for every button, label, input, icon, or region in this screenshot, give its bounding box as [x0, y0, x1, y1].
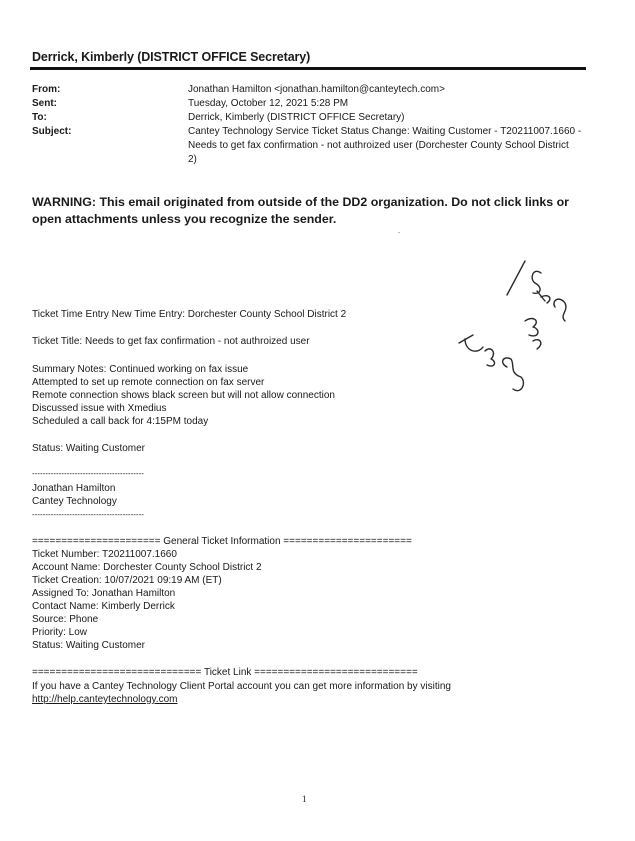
subject-line-3: 2): [188, 154, 197, 165]
general-info-heading: ====================== General Ticket Information ======================: [32, 536, 412, 547]
signature-rule: ------------------------------------------: [32, 510, 144, 519]
general-info-line: Ticket Creation: 10/07/2021 09:19 AM (ET): [32, 575, 222, 586]
warning-line-1: WARNING: This email originated from outside of the DD2 organization. Do not click links or: [32, 195, 569, 209]
portal-link[interactable]: http://help.canteytechnology.com: [32, 694, 178, 705]
signature-company: Cantey Technology: [32, 496, 117, 507]
sent-label: Sent:: [32, 98, 57, 109]
document-title: Derrick, Kimberly (DISTRICT OFFICE Secretary): [32, 50, 311, 64]
scan-speck: [398, 232, 400, 233]
warning-line-2: open attachments unless you recognize the sender.: [32, 212, 337, 226]
page-number: 1: [302, 794, 307, 804]
to-value: Derrick, Kimberly (DISTRICT OFFICE Secretary): [188, 112, 405, 123]
time-entry-line: Ticket Time Entry New Time Entry: Dorchester County School District 2: [32, 309, 347, 320]
summary-line: Summary Notes: Continued working on fax issue: [32, 364, 249, 375]
general-info-line: Status: Waiting Customer: [32, 640, 146, 651]
from-label: From:: [32, 84, 61, 95]
general-info-line: Contact Name: Kimberly Derrick: [32, 601, 175, 612]
summary-line: Scheduled a call back for 4:15PM today: [32, 416, 209, 427]
general-info-line: Priority: Low: [32, 627, 88, 638]
signature-rule: ------------------------------------------: [32, 469, 144, 478]
signature-name: Jonathan Hamilton: [32, 483, 116, 494]
to-label: To:: [32, 112, 47, 123]
portal-text: If you have a Cantey Technology Client Portal account you can get more information by visiting: [32, 681, 451, 692]
ticket-title-line: Ticket Title: Needs to get fax confirmation - not authroized user: [32, 336, 310, 347]
summary-line: Attempted to set up remote connection on fax server: [32, 377, 265, 388]
summary-line: Discussed issue with Xmedius: [32, 403, 167, 414]
ticket-link-heading: ============================= Ticket Link ============================: [32, 667, 418, 678]
general-info-line: Assigned To: Jonathan Hamilton: [32, 588, 176, 599]
title-rule: [30, 67, 586, 70]
subject-line-1: Cantey Technology Service Ticket Status Change: Waiting Customer - T20211007.1660 -: [188, 126, 582, 137]
general-info-line: Source: Phone: [32, 614, 99, 625]
from-value: Jonathan Hamilton <jonathan.hamilton@canteytech.com>: [188, 84, 445, 95]
general-info-line: Ticket Number: T20211007.1660: [32, 549, 177, 560]
subject-line-2: Needs to get fax confirmation - not authroized user (Dorchester County School District: [188, 140, 569, 151]
handwritten-annotation: [455, 255, 575, 410]
subject-label: Subject:: [32, 126, 72, 137]
summary-line: Remote connection shows black screen but will not allow connection: [32, 390, 335, 401]
status-line: Status: Waiting Customer: [32, 443, 146, 454]
subject-value: [188, 125, 588, 167]
general-info-line: Account Name: Dorchester County School District 2: [32, 562, 262, 573]
sent-value: Tuesday, October 12, 2021 5:28 PM: [188, 98, 349, 109]
external-email-warning: [32, 194, 592, 228]
